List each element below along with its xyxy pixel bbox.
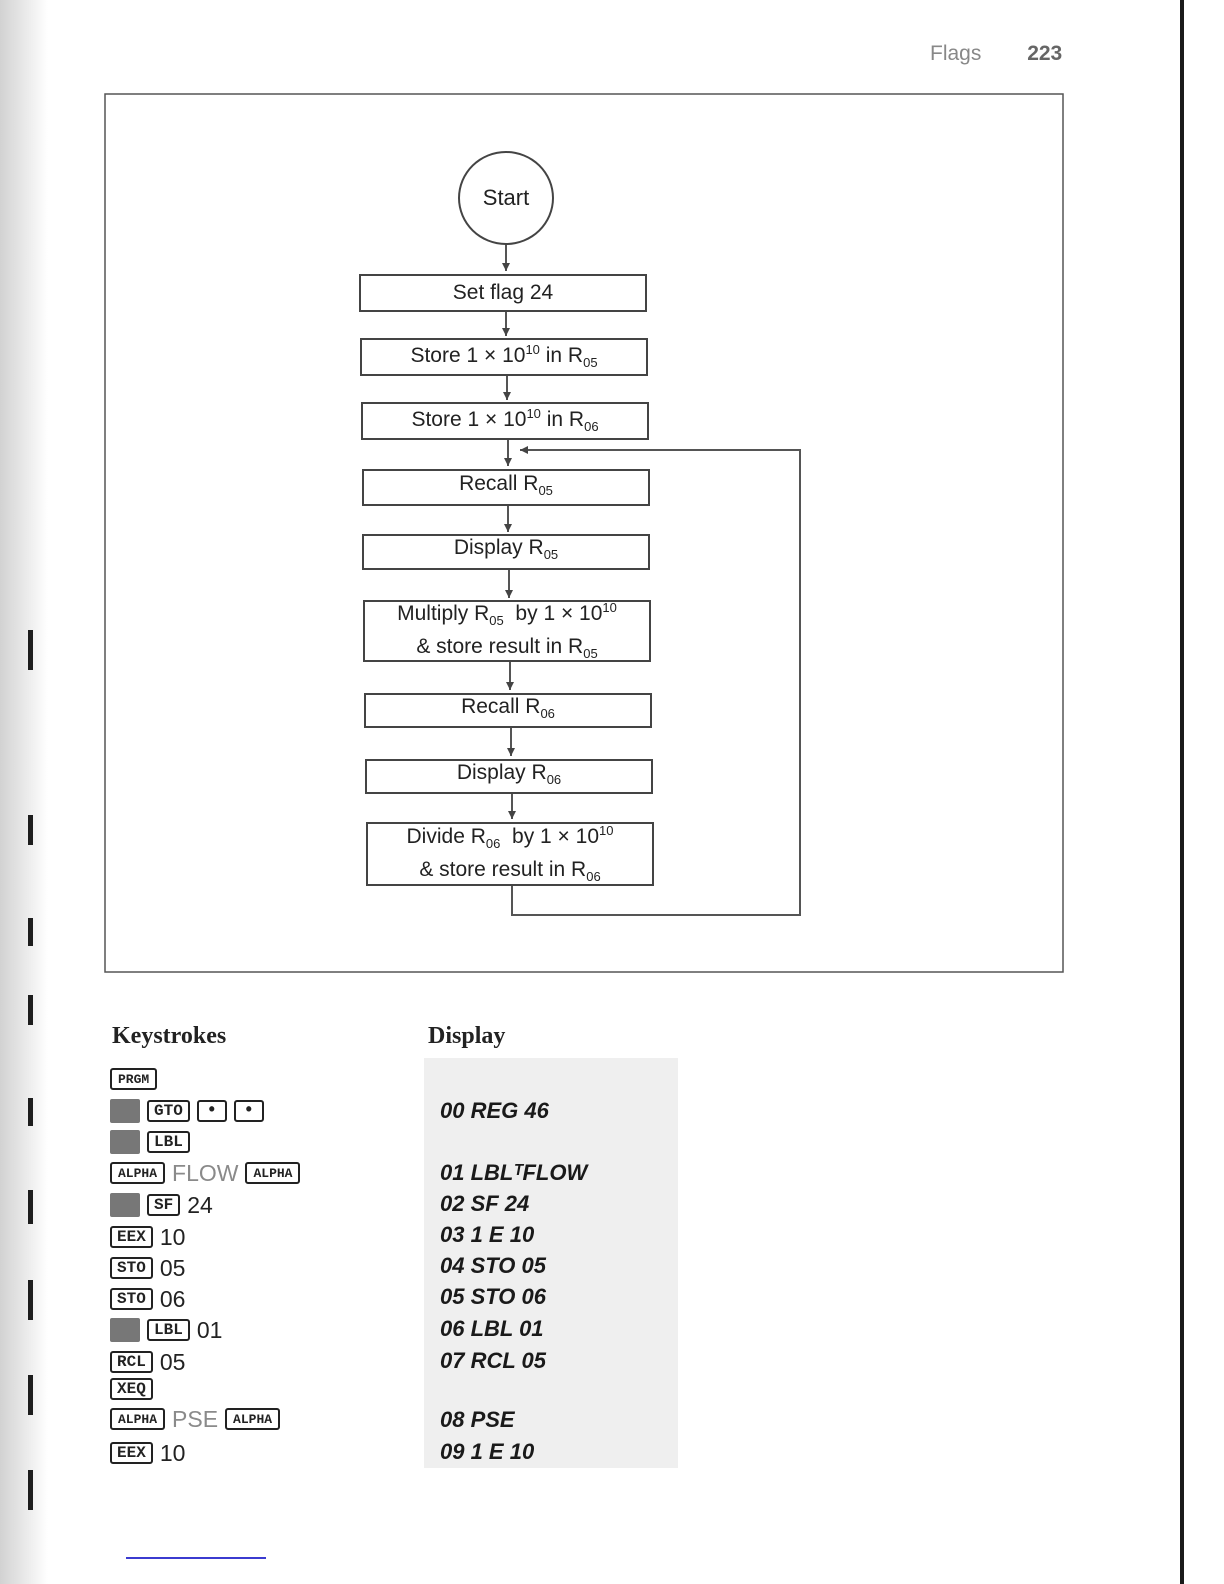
eex-argument: 10	[159, 1439, 186, 1466]
display-line: 02 SF 24	[440, 1191, 530, 1216]
flowchart-start-node	[458, 151, 554, 245]
scan-edge-marks	[28, 0, 38, 1584]
alpha-key[interactable]: ALPHA	[225, 1408, 280, 1430]
keystroke-row-prgm	[110, 1066, 157, 1092]
keystroke-row-eex-1	[110, 1224, 185, 1250]
eex-argument: 10	[159, 1223, 186, 1250]
sf-argument: 24	[187, 1191, 213, 1218]
page-header	[930, 42, 1062, 66]
flowchart-frame	[104, 93, 1066, 975]
eex-key[interactable]: EEX	[110, 1442, 153, 1464]
alpha-text-pse: PSE	[172, 1405, 219, 1432]
rcl-key[interactable]: RCL	[110, 1351, 153, 1373]
sf-key[interactable]: SF	[147, 1194, 180, 1216]
keystroke-row-sto-05	[110, 1255, 185, 1281]
display-heading: Display	[428, 1023, 506, 1049]
step-multiply-line2: & store result in $R_{05}$	[416, 635, 598, 662]
display-line: 04 STO 05	[440, 1253, 546, 1278]
keystroke-row-xeq	[110, 1376, 153, 1402]
start-label: Start	[482, 185, 530, 210]
rcl-argument: 05	[159, 1348, 186, 1375]
step-store-r06-label: Store $1 \times 10^{10}$ in $R_{06}$	[411, 406, 599, 435]
alpha-key[interactable]: ALPHA	[245, 1162, 300, 1184]
eex-key[interactable]: EEX	[110, 1226, 153, 1248]
alpha-text-flow: FLOW	[172, 1159, 239, 1186]
page-number: 223	[1027, 42, 1063, 65]
alpha-key[interactable]: ALPHA	[110, 1162, 165, 1184]
step-set-flag-label: Set flag 24	[452, 281, 554, 304]
footnote-rule	[126, 1557, 266, 1559]
flowchart-step-display-r06	[365, 759, 653, 794]
sto-key[interactable]: STO	[110, 1257, 153, 1279]
display-line: 07 RCL 05	[440, 1348, 546, 1373]
step-recall-r05-label: Recall $R_{05}$	[459, 471, 553, 499]
flowchart-step-multiply	[363, 600, 651, 662]
display-line: 08 PSE	[440, 1407, 515, 1432]
display-line: 00 REG 46	[440, 1098, 549, 1123]
sto-argument: 06	[159, 1285, 186, 1312]
step-store-r05-label: Store $1 \times 10^{10}$ in $R_{05}$	[410, 342, 598, 371]
section-title: Flags	[930, 42, 982, 65]
xeq-key[interactable]: XEQ	[110, 1378, 153, 1400]
dot-key[interactable]: •	[197, 1100, 227, 1122]
display-line: 03 1 E 10	[440, 1222, 535, 1247]
shift-key[interactable]	[110, 1130, 140, 1154]
keystroke-row-alpha-pse	[110, 1406, 280, 1432]
shift-key[interactable]	[110, 1318, 140, 1342]
shift-key[interactable]	[110, 1193, 140, 1217]
lbl-key[interactable]: LBL	[147, 1131, 190, 1153]
flowchart-step-display-r05	[362, 534, 650, 570]
gto-key[interactable]: GTO	[147, 1100, 190, 1122]
flowchart-step-store-r06	[361, 402, 649, 440]
prgm-key[interactable]: PRGM	[110, 1068, 157, 1090]
keystroke-row-eex-2	[110, 1440, 185, 1466]
sto-key[interactable]: STO	[110, 1288, 153, 1310]
flowchart-step-store-r05	[360, 338, 648, 376]
step-divide-line1: Divide $R_{06}$ by $1 \times 10^{10}$	[406, 822, 614, 851]
display-line: 06 LBL 01	[440, 1316, 544, 1341]
keystroke-row-lbl-01	[110, 1317, 222, 1343]
page-right-edge	[1180, 0, 1184, 1584]
flowchart-step-set-flag	[359, 274, 647, 312]
flowchart-step-divide	[366, 822, 654, 886]
lbl-key[interactable]: LBL	[147, 1319, 190, 1341]
step-display-r06-label: Display $R_{06}$	[456, 760, 562, 788]
display-line: 01 LBLᵀFLOW	[440, 1160, 588, 1185]
alpha-key[interactable]: ALPHA	[110, 1408, 165, 1430]
display-line: 05 STO 06	[440, 1284, 546, 1309]
keystroke-row-alpha-flow	[110, 1160, 300, 1186]
step-multiply-line1: Multiply $R_{05}$ by $1 \times 10^{10}$	[397, 599, 617, 628]
step-display-r05-label: Display $R_{05}$	[453, 536, 559, 563]
keystroke-row-gto	[110, 1098, 264, 1124]
keystroke-row-lbl	[110, 1129, 190, 1155]
lbl-argument: 01	[196, 1316, 223, 1343]
display-line: 09 1 E 10	[440, 1439, 535, 1464]
step-recall-r06-label: Recall $R_{06}$	[461, 694, 555, 722]
sto-argument: 05	[159, 1254, 186, 1281]
keystrokes-heading: Keystrokes	[112, 1023, 227, 1049]
keystroke-row-sto-06	[110, 1286, 185, 1312]
flowchart-step-recall-r06	[364, 693, 652, 728]
flowchart-step-recall-r05	[362, 469, 650, 506]
keystroke-row-sf	[110, 1192, 213, 1218]
scan-shadow-edge	[0, 0, 48, 1584]
step-divide-line2: & store result in $R_{06}$	[419, 858, 601, 885]
shift-key[interactable]	[110, 1099, 140, 1123]
keystroke-row-rcl	[110, 1349, 185, 1375]
dot-key[interactable]: •	[234, 1100, 264, 1122]
